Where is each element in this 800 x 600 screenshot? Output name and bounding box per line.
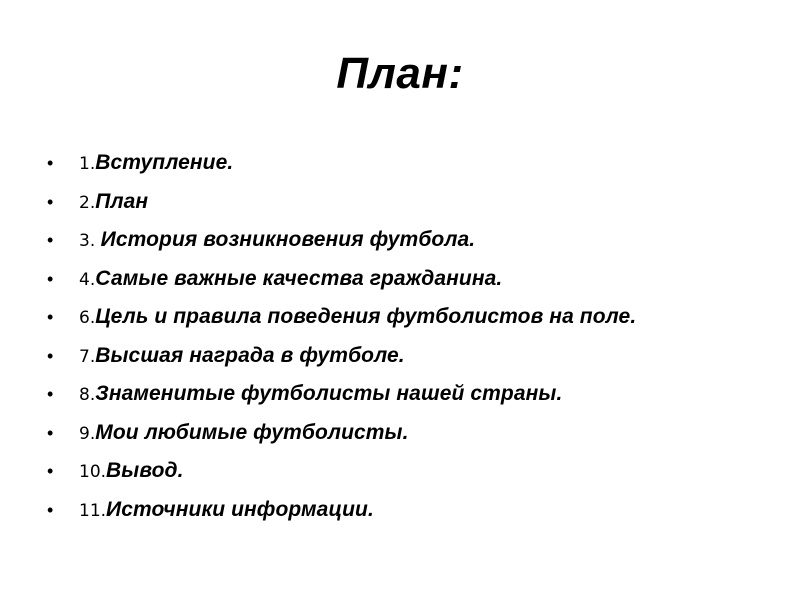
item-text: История возникновения футбола. bbox=[100, 228, 476, 251]
item-number: 7. bbox=[79, 346, 96, 367]
bullet-icon: • bbox=[47, 153, 54, 173]
item-number: 11. bbox=[79, 500, 107, 521]
item-number: 6. bbox=[79, 308, 96, 328]
item-text: Цель и правила поведения футболистов на поле. bbox=[95, 305, 637, 328]
item-number: 2. bbox=[79, 192, 96, 213]
list-item bbox=[47, 341, 737, 372]
item-text: Вывод. bbox=[106, 459, 184, 482]
slide-title: План: bbox=[336, 49, 464, 98]
item-text: Источники информации. bbox=[106, 497, 374, 521]
plan-list bbox=[47, 148, 737, 533]
item-text: Вступление. bbox=[95, 151, 234, 174]
list-item bbox=[47, 264, 737, 295]
item-text: Самые важные качества гражданина. bbox=[95, 266, 503, 290]
item-text: Высшая награда в футболе. bbox=[95, 343, 405, 367]
list-item bbox=[47, 418, 737, 449]
list-item bbox=[47, 187, 737, 218]
list-item bbox=[47, 148, 737, 179]
item-number: 4. bbox=[79, 269, 96, 290]
bullet-icon: • bbox=[47, 345, 54, 366]
bullet-icon: • bbox=[47, 384, 54, 404]
item-number: 9. bbox=[79, 423, 96, 444]
bullet-icon: • bbox=[47, 307, 54, 327]
bullet-icon: • bbox=[47, 191, 54, 212]
item-text: Знаменитые футболисты нашей страны. bbox=[95, 382, 563, 405]
bullet-icon: • bbox=[47, 461, 54, 481]
list-item bbox=[47, 225, 737, 256]
item-text: Мои любимые футболисты. bbox=[95, 420, 409, 444]
bullet-icon: • bbox=[47, 499, 54, 520]
bullet-icon: • bbox=[47, 230, 54, 250]
item-number: 10. bbox=[79, 462, 107, 482]
bullet-icon: • bbox=[47, 268, 54, 289]
item-text: План bbox=[95, 189, 149, 213]
list-item bbox=[47, 495, 737, 526]
list-item bbox=[47, 456, 737, 487]
list-item bbox=[47, 302, 737, 333]
item-number: 1. bbox=[79, 154, 96, 174]
item-number: 3. bbox=[79, 231, 101, 251]
list-item bbox=[47, 379, 737, 410]
item-number: 8. bbox=[79, 385, 96, 405]
bullet-icon: • bbox=[47, 422, 54, 443]
